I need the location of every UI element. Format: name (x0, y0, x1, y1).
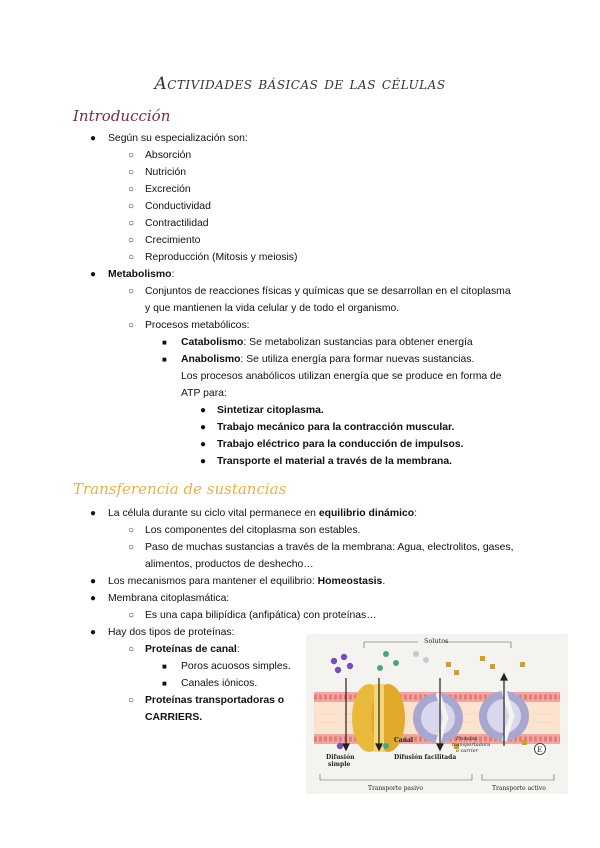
channel-label: Proteínas de canal (145, 644, 237, 655)
bullet-dot: ● (200, 405, 207, 416)
bullet-square: ■ (162, 355, 167, 364)
metabolism-label: Metabolismo (108, 269, 172, 280)
active-transport-label: Transporte activo (492, 785, 546, 792)
bullet-circle: ○ (128, 286, 135, 297)
catabolism-text: : Se metabolizan sustancias para obtener energía (243, 337, 473, 348)
carrier-protein-label: o carrier (456, 748, 479, 754)
bullet-circle: ○ (128, 167, 135, 178)
bullet-circle: ○ (128, 150, 135, 161)
bullet-circle: ○ (128, 235, 135, 246)
bullet-circle: ○ (128, 320, 135, 331)
metabolism-def: y que mantienen la vida celular y de todo el organismo. (145, 303, 400, 314)
homeostasis-line (108, 575, 385, 588)
bullet-circle: ○ (128, 201, 135, 212)
spec-item: Nutrición (145, 167, 186, 178)
anabolism-line (181, 353, 474, 366)
transport-brackets (320, 774, 554, 780)
equilibrium-sub: Los componentes del citoplasma son estables. (145, 525, 361, 536)
equilibrium-text: La célula durante su ciclo vital permanece en (108, 508, 319, 519)
bullet-dot: ● (200, 422, 207, 433)
carrier-line: CARRIERS. (145, 712, 203, 723)
bullet-circle: ○ (128, 184, 135, 195)
atp-use: Trabajo mecánico para la contracción muscular. (217, 422, 455, 433)
equilibrium-end: : (414, 508, 417, 519)
catabolism-line (181, 336, 473, 349)
spec-item: Excreción (145, 184, 191, 195)
spec-intro: Según su especialización son: (108, 133, 248, 144)
bullet-circle: ○ (128, 644, 135, 655)
carrier-line: Proteínas transportadoras o (145, 695, 285, 706)
catabolism-label: Catabolismo (181, 337, 244, 348)
channel-colon: : (236, 644, 240, 655)
membrane-label: Membrana citoplasmática: (108, 593, 230, 604)
carrier-protein-label: transportadora (452, 742, 491, 748)
transfer-heading: Transferencia de sustancias (73, 480, 287, 498)
atp-use: Transporte el material a través de la membrana. (217, 456, 453, 467)
page-title: Actividades básicas de las células (154, 74, 446, 94)
bullet-circle: ○ (128, 525, 135, 536)
metabolism-line (108, 268, 174, 281)
bullet-dot: ● (200, 439, 207, 450)
channel-line (145, 643, 240, 656)
homeostasis-bold: Homeostasis (317, 576, 383, 587)
bullet-circle: ○ (128, 252, 135, 263)
bullet-circle: ○ (128, 218, 135, 229)
spec-item: Crecimiento (145, 235, 201, 246)
channel-label: Canal (394, 737, 414, 744)
bullet-circle: ○ (128, 695, 135, 706)
energy-label: E (537, 746, 543, 754)
spec-item: Contractilidad (145, 218, 209, 229)
simple-diffusion-label: simple (328, 761, 351, 768)
spec-item: Absorción (145, 150, 192, 161)
bullet-square: ■ (162, 338, 167, 347)
equilibrium-bold: equilibrio dinámico (318, 508, 415, 519)
bullet-dot: ● (90, 627, 97, 638)
equilibrium-sub: alimentos, productos de deshecho… (145, 559, 314, 570)
simple-diffusion-label: Difusión (326, 754, 355, 761)
equilibrium-sub: Paso de muchas sustancias a través de la membrana: Agua, electrolitos, gases, (145, 542, 514, 553)
anabolism-label: Anabolismo (181, 354, 241, 365)
channel-item: Poros acuosos simples. (181, 661, 291, 672)
spec-item: Conductividad (145, 201, 211, 212)
bullet-circle: ○ (128, 610, 135, 621)
solutes-label: Solutos (424, 637, 449, 645)
channel-item: Canales iónicos. (181, 678, 258, 689)
membrane-diagram (306, 634, 568, 794)
atp-use: Trabajo eléctrico para la conducción de impulsos. (217, 439, 464, 450)
equilibrium-line (108, 507, 417, 520)
bullet-dot: ● (200, 456, 207, 467)
membrane-sub: Es una capa bilipídica (anfipática) con proteínas… (145, 610, 377, 621)
bullet-dot: ● (90, 133, 97, 144)
facilitated-diffusion-label: Difusión facilitada (394, 754, 457, 761)
homeostasis-end: . (382, 576, 386, 587)
anabolic-note: Los procesos anabólicos utilizan energía que se produce en forma de (181, 371, 502, 382)
processes-label: Procesos metabólicos: (145, 320, 250, 331)
metabolism-def: Conjuntos de reacciones físicas y químicas que se desarrollan en el citoplasma (145, 286, 511, 297)
intro-heading: Introducción (73, 107, 171, 125)
membrane-transport-figure (306, 634, 568, 794)
bullet-dot: ● (90, 593, 97, 604)
bullet-circle: ○ (128, 542, 135, 553)
anabolism-text: : Se utiliza energía para formar nuevas sustancias. (240, 354, 475, 365)
anabolic-note: ATP para: (181, 388, 227, 399)
bullet-dot: ● (90, 576, 97, 587)
passive-transport-label: Transporte pasivo (368, 785, 423, 792)
bullet-dot: ● (90, 269, 97, 280)
bullet-square: ■ (162, 662, 167, 671)
homeostasis-text: Los mecanismos para mantener el equilibrio: (108, 576, 318, 587)
protein-types: Hay dos tipos de proteínas: (108, 627, 235, 638)
atp-use: Sintetizar citoplasma. (217, 405, 324, 416)
carrier-protein-label: Proteína (456, 736, 478, 742)
bullet-square: ■ (162, 679, 167, 688)
metabolism-colon: : (171, 269, 175, 280)
spec-item: Reproducción (Mitosis y meiosis) (145, 252, 298, 263)
bullet-dot: ● (90, 508, 97, 519)
